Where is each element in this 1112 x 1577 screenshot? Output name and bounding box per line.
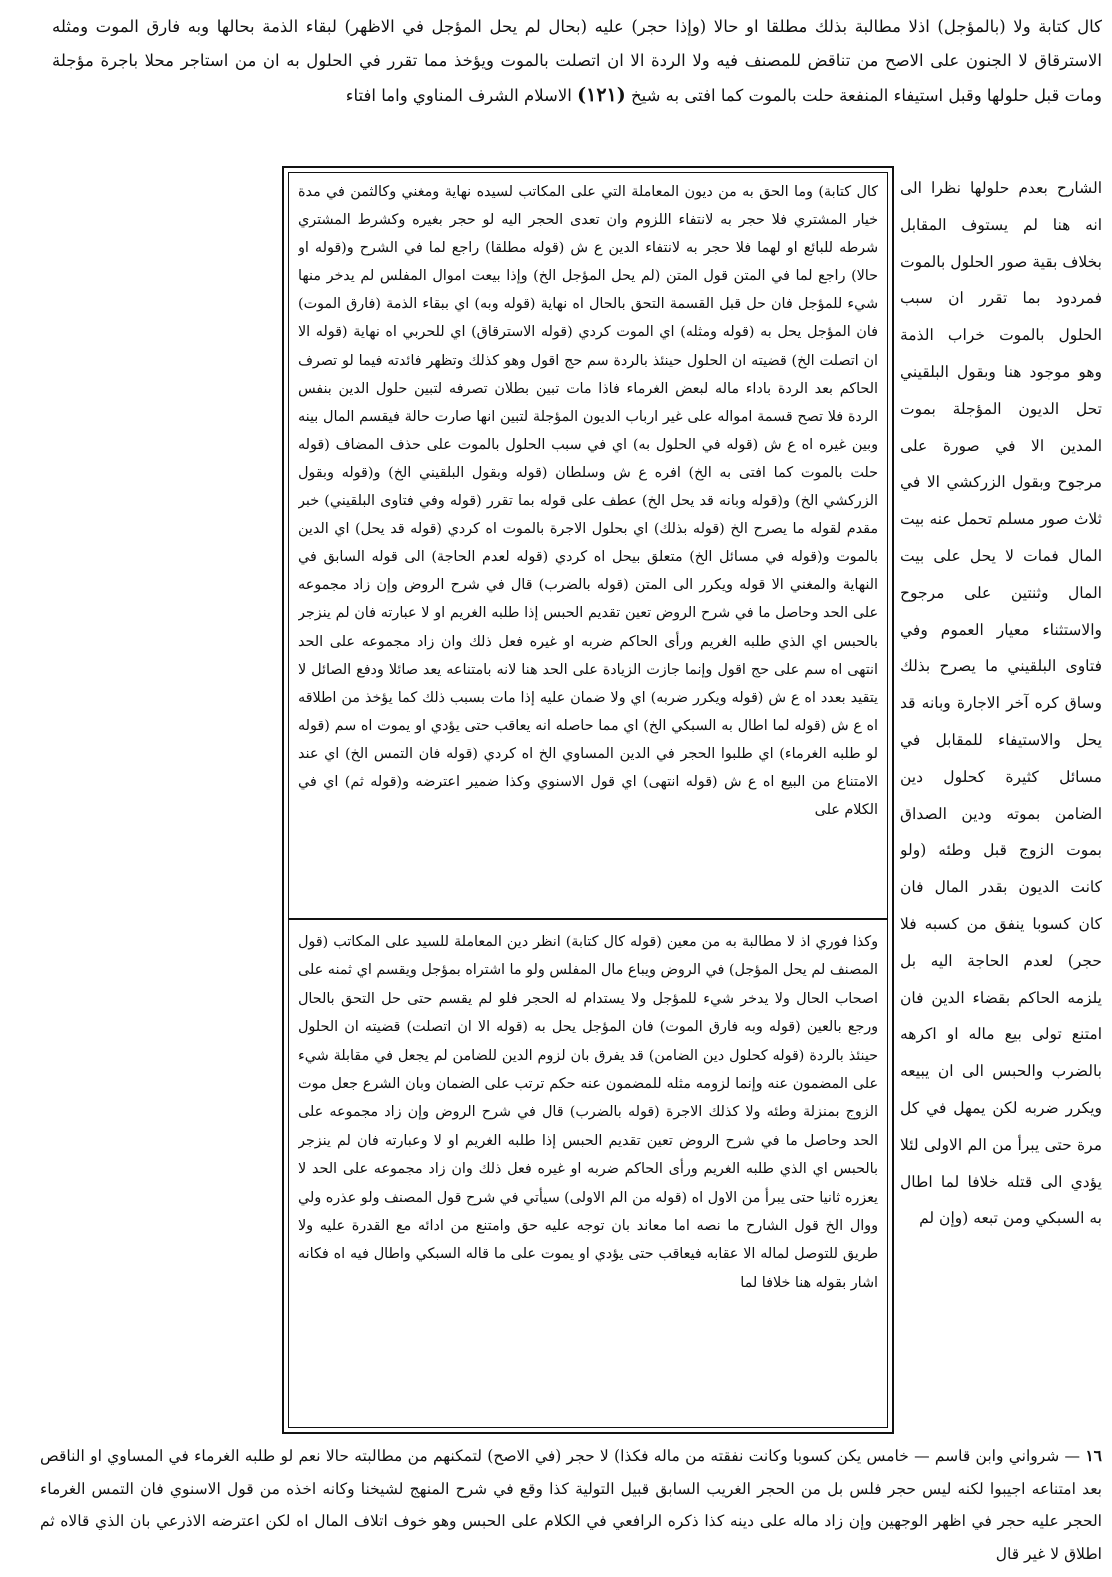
hashiya-shirwani (298, 178, 878, 912)
matn-continuation: الاسلام الشرف المناوي واما افتاء (345, 86, 572, 105)
bottom-lines (20, 1425, 21, 1426)
hashiya-ibn-qasim (298, 928, 878, 1448)
running-head: شرواني وابن قاسم — خامس (866, 1447, 1060, 1465)
bottom-text: حالا نعم لو طلبه الغرماء في المساوي او الناقص بعد امتناعه اجيبوا لكنه ليس حجر فلس بل من الحجر الغريب السابق قبيل التولية كذا وقع في شرح المنهج لشيخنا وكانه اخذه من قول الاسنوي فان التمس الغرماء الحجر عليه حجر في اظهر الوجهين وإن زاد ماله على دينه كذا ذكره الرافعي في الكلام على الحبس وهو خوف اتلاف المال اه لكن اعترضه الاذرعي بان الذي قالاه ثم اطلاق لا غير قال (40, 1447, 1102, 1563)
margin-marker: (١٢١) (577, 84, 626, 106)
sharh-text: الشارح بعدم حلولها نظرا الى انه هنا لم يستوف المقابل بخلاف بقية صور الحلول بالموت فمردود بما تقرر ان سبب الحلول بالموت خراب الذمة وهو موجود هنا وبقول البلقيني تحل الديون المؤجلة بموت المدين الا في صورة على مرجوح وبقول الزركشي الا في ثلاث صور مسلم تحمل عنه بيت المال فمات لا يحل على بيت المال وثنتين على مرجوح والاستثناء معيار العموم وفي فتاوى البلقيني ما يصرح بذلك وساق كره آخر الاجارة وبانه قد يحل والاستيفاء للمقابل في مسائل كثيرة كحلول دين الضامن بموته ودين الصداق بموت الزوج قبل وطئه (ولو كانت الديون بقدر المال فان كان كسوبا ينفق من كسبه فلا حجر) لعدم الحاجة اليه بل يلزمه الحاكم بقضاء الدين فان امتنع تولى بيع ماله او اكرهه بالضرب والحبس الى ان يبيعه ويكرر ضربه لكن يمهل في كل مرة حتى يبرأ من الم الاولى لئلا يؤدي الى قتله خلافا لما اطال به السبكي ومن تبعه (وإن لم (900, 179, 1102, 1228)
sharh-column (900, 170, 1102, 1432)
matn-block (52, 10, 1102, 162)
footer-area: ١٦ — شرواني وابن قاسم — خامس يكن كسوبا وكانت نفقته من ماله فكذا) لا حجر (في الاصح) لتمكنهم من مطالبته حالا نعم لو طلبه الغرماء في المساوي او الناقص بعد امتناعه اجيبوا لكنه ليس حجر فلس بل من الحجر الغريب السابق قبيل التولية كذا وقع في شرح المنهج لشيخنا وكانه اخذه من قول الاسنوي فان التمس الغرماء الحجر عليه حجر في اظهر الوجهين وإن زاد ماله على دينه كذا ذكره الرافعي في الكلام على الحبس وهو خوف اتلاف المال اه لكن اعترضه الاذرعي بان الذي قالاه ثم اطلاق لا غير قال (40, 1440, 1102, 1570)
bottom-head-text: يكن كسوبا وكانت نفقته من ماله فكذا) لا حجر (في الاصح) لتمكنهم من مطالبته (354, 1447, 862, 1465)
page-number: ١٦ (1085, 1446, 1102, 1465)
hashiya-ibn-qasim-text: وكذا فوري اذ لا مطالبة به من معين (قوله كال كتابة) انظر دين المعاملة للسيد على المكاتب (قول المصنف لم يحل المؤجل) في الروض ويباع مال المفلس ولو ما اشتراه بمؤجل ويقسم اي ثمنه على اصحاب الحال ولا يدخر شيء للمؤجل ولا يستدام له الحجر فلو لم يقسم حتى حل التحق بالحال ورجع بالعين (قوله وبه فارق الموت) فان المؤجل يحل به (قوله الا ان اتصلت) قضيته ان الحلول حينئذ بالردة (قوله كحلول دين الضامن) قد يفرق بان لزوم الدين للضامن لم يجعل في مقابلة شيء على المضمون عنه وإنما لزومه مثله للمضمون عنه حكم ترتب على الضمان وبان الشرع جعل موت الزوج بمنزلة وطئه ولا كذلك الاجرة (قوله بالضرب) قال في شرح الروض وإن زاد مجموعه على الحد وحاصل ما في شرح الروض تعين تقديم الحبس إذا طلبه الغريم او لا وعبارته فان لم ينزجر بالحبس اي الذي طلبه الغريم ورأى الحاكم ضربه او غيره فعل ذلك وان زاد مجموعه على الحد لا يعزره ثانيا حتى يبرأ من الاول اه (قوله من الم الاولى) سيأتي في شرح قول المصنف ولو عذره ولي ووال الخ قول الشارح ما نصه اما معاند بان توجه عليه حق وامتنع من ادائه مع القدرة عليه ولا طريق للتوصل لماله الا عقابه فيعاقب حتى يؤدي او يموت على ما قاله السبكي واطال فيه اه فكانه اشار بقوله هنا خلافا لما (298, 934, 878, 1291)
hashiya-shirwani-text: كال كتابة) وما الحق به من ديون المعاملة التي على المكاتب لسيده نهاية ومغني وكالثمن في مدة خيار المشتري فلا حجر به لانتفاء اللزوم وان تعدى الحجر اليه لو حجر بغيره وكشرط المشتري شرطه للبائع او لهما فلا حجر به لانتفاء الدين ع ش (قوله مطلقا) راجع لما في الشرح و(قوله او حالا) راجع لما في المتن قول المتن (لم يحل المؤجل الخ) وإذا بيعت اموال المفلس لم يدخر منها شيء للمؤجل فان حل قبل القسمة التحق بالحال اه نهاية (قوله وبه) اي ببقاء الذمة (فارق الموت) فان المؤجل يحل به (قوله ومثله) اي الموت كردي (قوله الاسترقاق) اي للحربي اه نهاية (قوله الا ان اتصلت الخ) قضيته ان الحلول حينئذ بالردة سم حج اقول وهو كذلك وتظهر فائدته فيما لو تصرف الحاكم بعد الردة باداء ماله لبعض الغرماء فاذا مات تبين بطلان تصرفه لتبين حلول الدين بنفس الردة فلا تصح قسمة امواله على غير ارباب الديون المؤجلة لتبين انها صارت حالة فيقسم المال بينه وبين غيره اه ع ش (قوله في الحلول به) اي في سبب الحلول بالموت على حذف المضاف (قوله حلت بالموت كما افتى به الخ) افره ع ش وسلطان (قوله وبقول البلقيني الخ) و(قوله وبقول الزركشي الخ) و(قوله وبانه قد يحل الخ) عطف على قوله بما تقرر (قوله وفي فتاوى البلقيني) خبر مقدم لقوله ما يصرح الخ (قوله بذلك) اي بحلول الاجرة بالموت اه كردي (قوله قد يحل) اي الدين بالموت و(قوله في مسائل الخ) متعلق بيحل اه كردي (قوله لعدم الحاجة) الى قوله السابق في النهاية والمغني الا قوله ويكرر الى المتن (قوله بالضرب) قال في شرح الروض وإن زاد مجموعه على الحد وحاصل ما في شرح الروض تعين تقديم الحبس إذا طلبه الغريم او لا عبارته فان لم ينزجر بالحبس اي الذي طلبه الغريم ورأى الحاكم ضربه او غيره فعل ذلك وان زاد مجموعه على الحد انتهى اه سم على حج اقول وإنما جازت الزيادة على الحد هنا لانه بامتناعه يعد صائلا ودفع الصائل لا يتقيد بعدد اه ع ش (قوله ويكرر ضربه) اي ولا ضمان عليه إذا مات بسبب ذلك كما يؤخذ من اطلاقه اه ع ش (قوله لما اطال به السبكي الخ) اي مما حاصله انه يعاقب حتى يؤدي او يموت اه سم (قوله لو طلبه الغرماء) اي طلبوا الحجر في الدين المساوي الخ اه كردي (قوله فان التمس الخ) اي عند الامتناع من البيع اه ع ش (قوله انتهى) اي قول الاسنوي وكذا ضمير اعترضه و(قوله ثم) اي في الكلام على (298, 184, 878, 819)
hashiya-divider (288, 918, 888, 920)
matn-text: كال كتابة ولا (بالمؤجل) اذلا مطالبة بذلك مطلقا او حالا (وإذا حجر) عليه (بحال لم يحل المؤجل في الاظهر) لبقاء الذمة بحالها وبه فارق الموت ومثله الاسترقاق لا الجنون على الاصح من تناقض للمصنف فيه ولا الردة الا ان اتصلت بالموت ويؤخذ مما تقرر في الحلول به ان من استاجر محلا باجرة مؤجلة ومات قبل حلولها وقبل استيفاء المنفعة حلت بالموت كما افتى به شيخ (52, 17, 1102, 105)
